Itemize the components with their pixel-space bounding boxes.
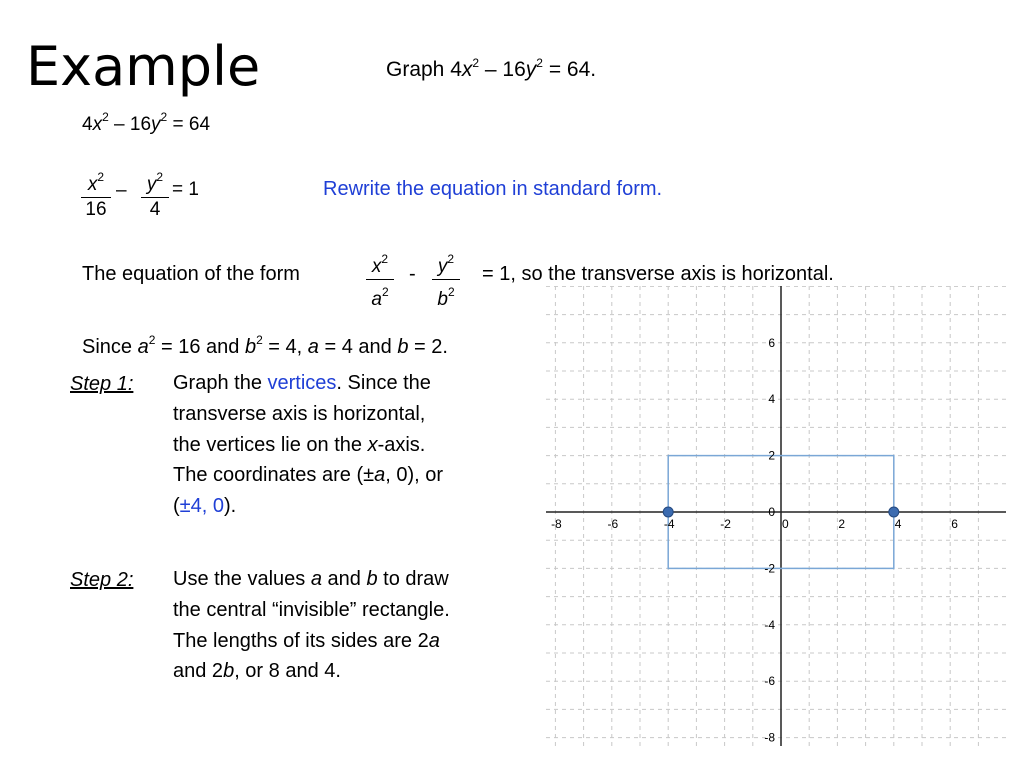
equals-one: = 1: [172, 179, 199, 200]
minus-sign: –: [116, 180, 127, 201]
x-tick-label: 4: [894, 517, 902, 531]
fraction-y-over-4: $y^2$ 4: [141, 166, 169, 221]
x-tick-label: -6: [607, 517, 619, 531]
y-tick-label: -6: [764, 674, 775, 689]
y-tick-label: 4: [768, 392, 775, 407]
step2-text: Use the values a and b to draw the central “invisible” rectangle. The lengths of its sides are 2a and 2b, or 8 and 4.: [173, 568, 450, 683]
x-tick-label: 2: [838, 517, 846, 531]
vertex-point: [889, 507, 899, 517]
form-line-prefix: The equation of the form: [82, 263, 300, 285]
equation-original: $4x^2 - 16y^2 = 64$: [82, 110, 211, 135]
y-tick-label: 2: [768, 448, 775, 463]
x-tick-label: -2: [720, 517, 731, 531]
x-tick-label: 0: [782, 517, 789, 531]
step1-label: Step 1:: [70, 373, 134, 395]
y-tick-label: -8: [764, 730, 775, 745]
y-tick-label: 6: [768, 335, 775, 350]
problem-prompt: Graph $4x^2 - 16y^2 = 64$.: [386, 56, 597, 81]
coordinate-graph: [546, 286, 1006, 746]
slide-title: Example: [26, 35, 261, 98]
step1-text: Graph the vertices. Since the transverse axis is horizontal, the vertices lie on the x-axis. The coordinates are (±a, 0), or (±4, 0).: [173, 372, 443, 518]
fraction-y-over-b: $y^2$ $b^2$: [432, 248, 460, 311]
fraction-x-over-a: $x^2$ $a^2$: [366, 248, 394, 311]
x-tick-label: -4: [663, 517, 675, 531]
since-line: Since $a^2 = 16$ and $b^2 = 4$, a = 4 and b = 2.: [82, 333, 448, 358]
y-tick-label: 0: [768, 505, 775, 519]
x-tick-label: -8: [551, 517, 562, 531]
step2-label: Step 2:: [70, 569, 134, 591]
vertex-point: [663, 507, 673, 517]
fraction-x-over-16: $x^2$ 16: [81, 166, 111, 221]
rewrite-note: Rewrite the equation in standard form.: [323, 178, 663, 200]
y-tick-label: -2: [764, 561, 775, 576]
y-tick-label: -4: [764, 617, 775, 632]
x-tick-label: 6: [951, 517, 958, 531]
form-minus: -: [409, 263, 416, 285]
form-line-suffix: = 1, so the transverse axis is horizontal.: [482, 263, 834, 285]
